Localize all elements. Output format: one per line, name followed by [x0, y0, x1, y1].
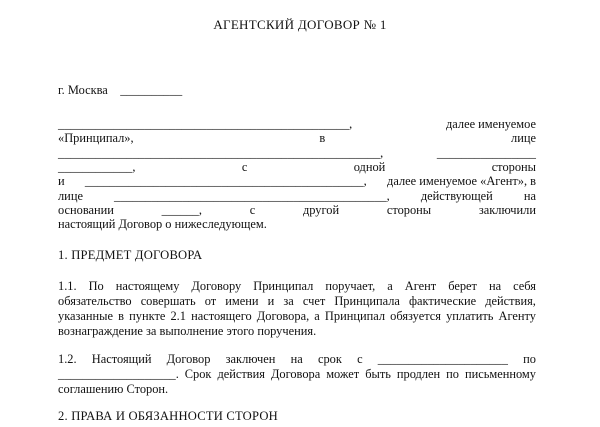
word: ________________: [436, 146, 536, 160]
word: настоящему: [115, 279, 180, 293]
word: ____________________________________________________,: [58, 146, 384, 160]
word: себя: [513, 279, 536, 293]
word: продлен: [396, 367, 441, 381]
word: письменному: [464, 367, 536, 381]
word: настоящего: [191, 309, 252, 323]
clause-1-2-line-1: [58, 352, 536, 367]
word: по: [523, 352, 536, 366]
word: а: [314, 309, 320, 323]
clause-1-1-line-2: [58, 294, 536, 309]
word: Договору: [191, 279, 242, 293]
word: _____________________: [377, 352, 508, 366]
word: Настоящий: [91, 352, 152, 366]
word: имени: [225, 294, 259, 308]
word: Договора,: [256, 309, 310, 323]
word: фактические: [409, 294, 477, 308]
clause-1-1-line-4: вознаграждение за выполнение этого поручения.: [58, 324, 317, 338]
word: с: [241, 160, 248, 174]
word: на: [523, 189, 536, 203]
word: указанные: [58, 309, 114, 323]
word: на: [290, 352, 303, 366]
word: стороны: [386, 203, 432, 217]
word: Договора: [270, 367, 321, 381]
word: и: [267, 294, 275, 308]
document-title: АГЕНТСКИЙ ДОГОВОР № 1: [213, 17, 387, 32]
section-2-title: 2. ПРАВА И ОБЯЗАННОСТИ СТОРОН: [58, 409, 278, 423]
word: и: [58, 174, 65, 188]
preamble-line-6: [58, 189, 536, 204]
word: поручает,: [325, 279, 376, 293]
word: 1.1.: [58, 279, 77, 293]
word: берет: [448, 279, 477, 293]
word: срок: [317, 352, 342, 366]
word: ___________________.: [58, 367, 179, 381]
preamble-line-8: настоящий Договор о нижеследующем.: [58, 217, 267, 231]
word: «Принципал»,: [58, 131, 134, 145]
clause-1-1-line-1: [58, 279, 536, 294]
word: от: [204, 294, 217, 308]
word: действующей: [420, 189, 493, 203]
word: в: [319, 131, 326, 145]
word: Принципал: [324, 309, 386, 323]
word: стороны: [491, 160, 536, 174]
word: одной: [353, 160, 386, 174]
word: а: [387, 279, 393, 293]
clause-1-2-line-2: [58, 367, 536, 382]
clause-1-1-line-3: [58, 309, 536, 324]
preamble-line-7: [58, 203, 536, 218]
word: Принципал: [253, 279, 314, 293]
clause-1-2-line-3: соглашению Сторон.: [58, 382, 169, 396]
word: Принципала: [334, 294, 400, 308]
section-1-title: 1. ПРЕДМЕТ ДОГОВОРА: [58, 248, 203, 262]
word: действия,: [485, 294, 536, 308]
word: заключили: [478, 203, 536, 217]
preamble-line-1: [58, 117, 536, 132]
word: на: [488, 279, 502, 293]
word: ______,: [161, 203, 202, 217]
word: Агент: [404, 279, 437, 293]
word: далее именуемое «Агент», в: [387, 174, 536, 188]
preamble-line-5: [58, 174, 536, 189]
word: Договор: [166, 352, 211, 366]
word: 1.2.: [58, 352, 77, 366]
word: лице: [511, 131, 536, 145]
word: может: [326, 367, 360, 381]
word: другой: [302, 203, 340, 217]
word: заключен: [225, 352, 276, 366]
word: уплатить: [446, 309, 494, 323]
word: Агенту: [498, 309, 536, 323]
word: По: [88, 279, 104, 293]
word: по: [446, 367, 459, 381]
word: пункте: [129, 309, 166, 323]
city-line: г. Москва __________: [58, 83, 183, 97]
word: счет: [302, 294, 326, 308]
preamble-line-2: [58, 131, 536, 146]
word: ____________,: [58, 160, 136, 174]
word: за: [283, 294, 294, 308]
word: совершать: [140, 294, 196, 308]
preamble-line-4: [58, 160, 536, 175]
word: с: [249, 203, 256, 217]
word: лице: [58, 189, 83, 203]
word: в: [118, 309, 124, 323]
word: быть: [365, 367, 391, 381]
word: Срок: [184, 367, 212, 381]
word: ____________________________________________,: [114, 189, 390, 203]
word: обязуется: [390, 309, 441, 323]
word: основании: [58, 203, 114, 217]
preamble-line-3: [58, 146, 536, 161]
word: _____________________________________________,: [84, 174, 367, 188]
word: действия: [217, 367, 265, 381]
word: далее именуемое: [445, 117, 536, 131]
word: с: [357, 352, 363, 366]
word: 2.1: [170, 309, 186, 323]
word: _______________________________________________,: [58, 117, 353, 131]
word: обязательство: [58, 294, 132, 308]
